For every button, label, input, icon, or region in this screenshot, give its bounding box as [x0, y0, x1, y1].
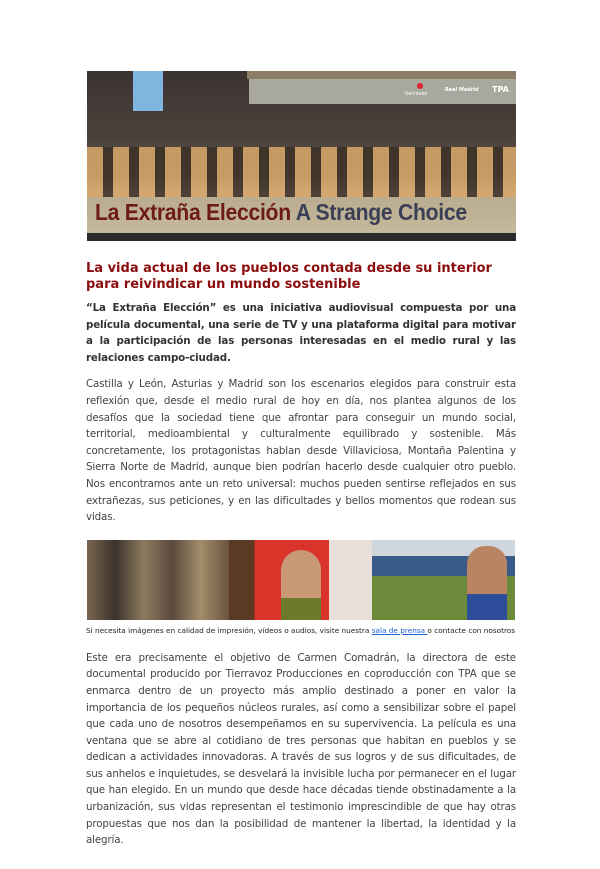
caption-text-before: Si necesita imágenes en calidad de impresión, vídeos o audios, visite nuestra — [86, 625, 372, 635]
banner-stone-wall — [247, 71, 516, 79]
real-madrid-logo: Real Madrid — [445, 87, 479, 93]
press-room-link[interactable]: sala de prensa — [371, 625, 428, 635]
caption-text-after: o contacte con nosotros — [427, 625, 516, 635]
intro-paragraph: “La Extraña Elección” es una iniciativa audiovisual compuesta por una película documental, una serie de TV y una plataforma digital para motivar a la participación de las personas interesadas en el medio rural y las relaciones campo-ciudad. — [86, 302, 516, 364]
banner-shadow — [87, 233, 516, 241]
banner-image — [87, 71, 516, 241]
banner-title-es: La Extraña Elección — [95, 199, 291, 225]
banner-title-en: A Strange Choice — [295, 199, 467, 225]
tierravoz-logo: tierravoz — [405, 91, 428, 97]
photo-strip — [87, 540, 515, 620]
photo-villagers — [87, 540, 229, 620]
page-column — [86, 0, 516, 869]
photo-man-landscape — [372, 540, 515, 620]
body-paragraph-2: Este era precisamente el objetivo de Carmen Comadrán, la directora de este documental producido por Tierravoz Producciones en coproducción con TPA que se enmarca dentro de un proyecto más amplio destinado a poner en valor la importancia de los pequeños núcleos rurales, así como a sensibilizar sobre el papel que cada uno de nosotros desempeñamos en su supervivencia. La película es una ventana que se abre al cotidiano de tres personas que habitan en pueblos y se dedican a actividades innovadoras. A través de sus logros y de sus dificultades, de sus anhelos e inquietudes, se desvelará la invisible lucha por permanecer en el lugar que han elegido. En un mundo que desde hace décadas tiende obstinadamente a la urbanización, sus vidas representan el testimonio imprescindible de que hay otras propuestas que nos dan la posibilidad de mantener la libertad, la identidad y la alegría. — [86, 651, 516, 847]
banner-sky — [133, 71, 163, 111]
headline: La vida actual de los pueblos contada desde su interior para reivindicar un mundo sostenible — [86, 261, 492, 292]
banner-title — [95, 199, 467, 226]
woman-figure — [281, 550, 321, 620]
body-paragraph-1: Castilla y León, Asturias y Madrid son los escenarios elegidos para construir esta reflexión que, desde el medio rural de hoy en día, nos plantea algunos de los desafíos que la sociedad tiene que afrontar para conseguir un mundo social, territorial, medioambiental y culturalmente equilibrado y sostenible. Más concretamente, los protagonistas hablan desde Villaviciosa, Montaña Palentina y Sierra Norte de Madrid, aunque bien podrían hacerlo desde cualquier otro pueblo. Nos encontramos ante un reto universal: muchos pueden sentirse reflejados en sus extrañezas, sus peticiones, y en las dificultades y bellos momentos que rodean sus vidas. — [86, 378, 516, 524]
man-figure — [467, 546, 507, 620]
photo-woman — [229, 540, 372, 620]
tierravoz-logo-icon — [417, 83, 423, 89]
banner-people-at-tables — [87, 147, 516, 197]
press-caption — [86, 626, 516, 636]
tpa-logo: TPA — [492, 85, 509, 94]
